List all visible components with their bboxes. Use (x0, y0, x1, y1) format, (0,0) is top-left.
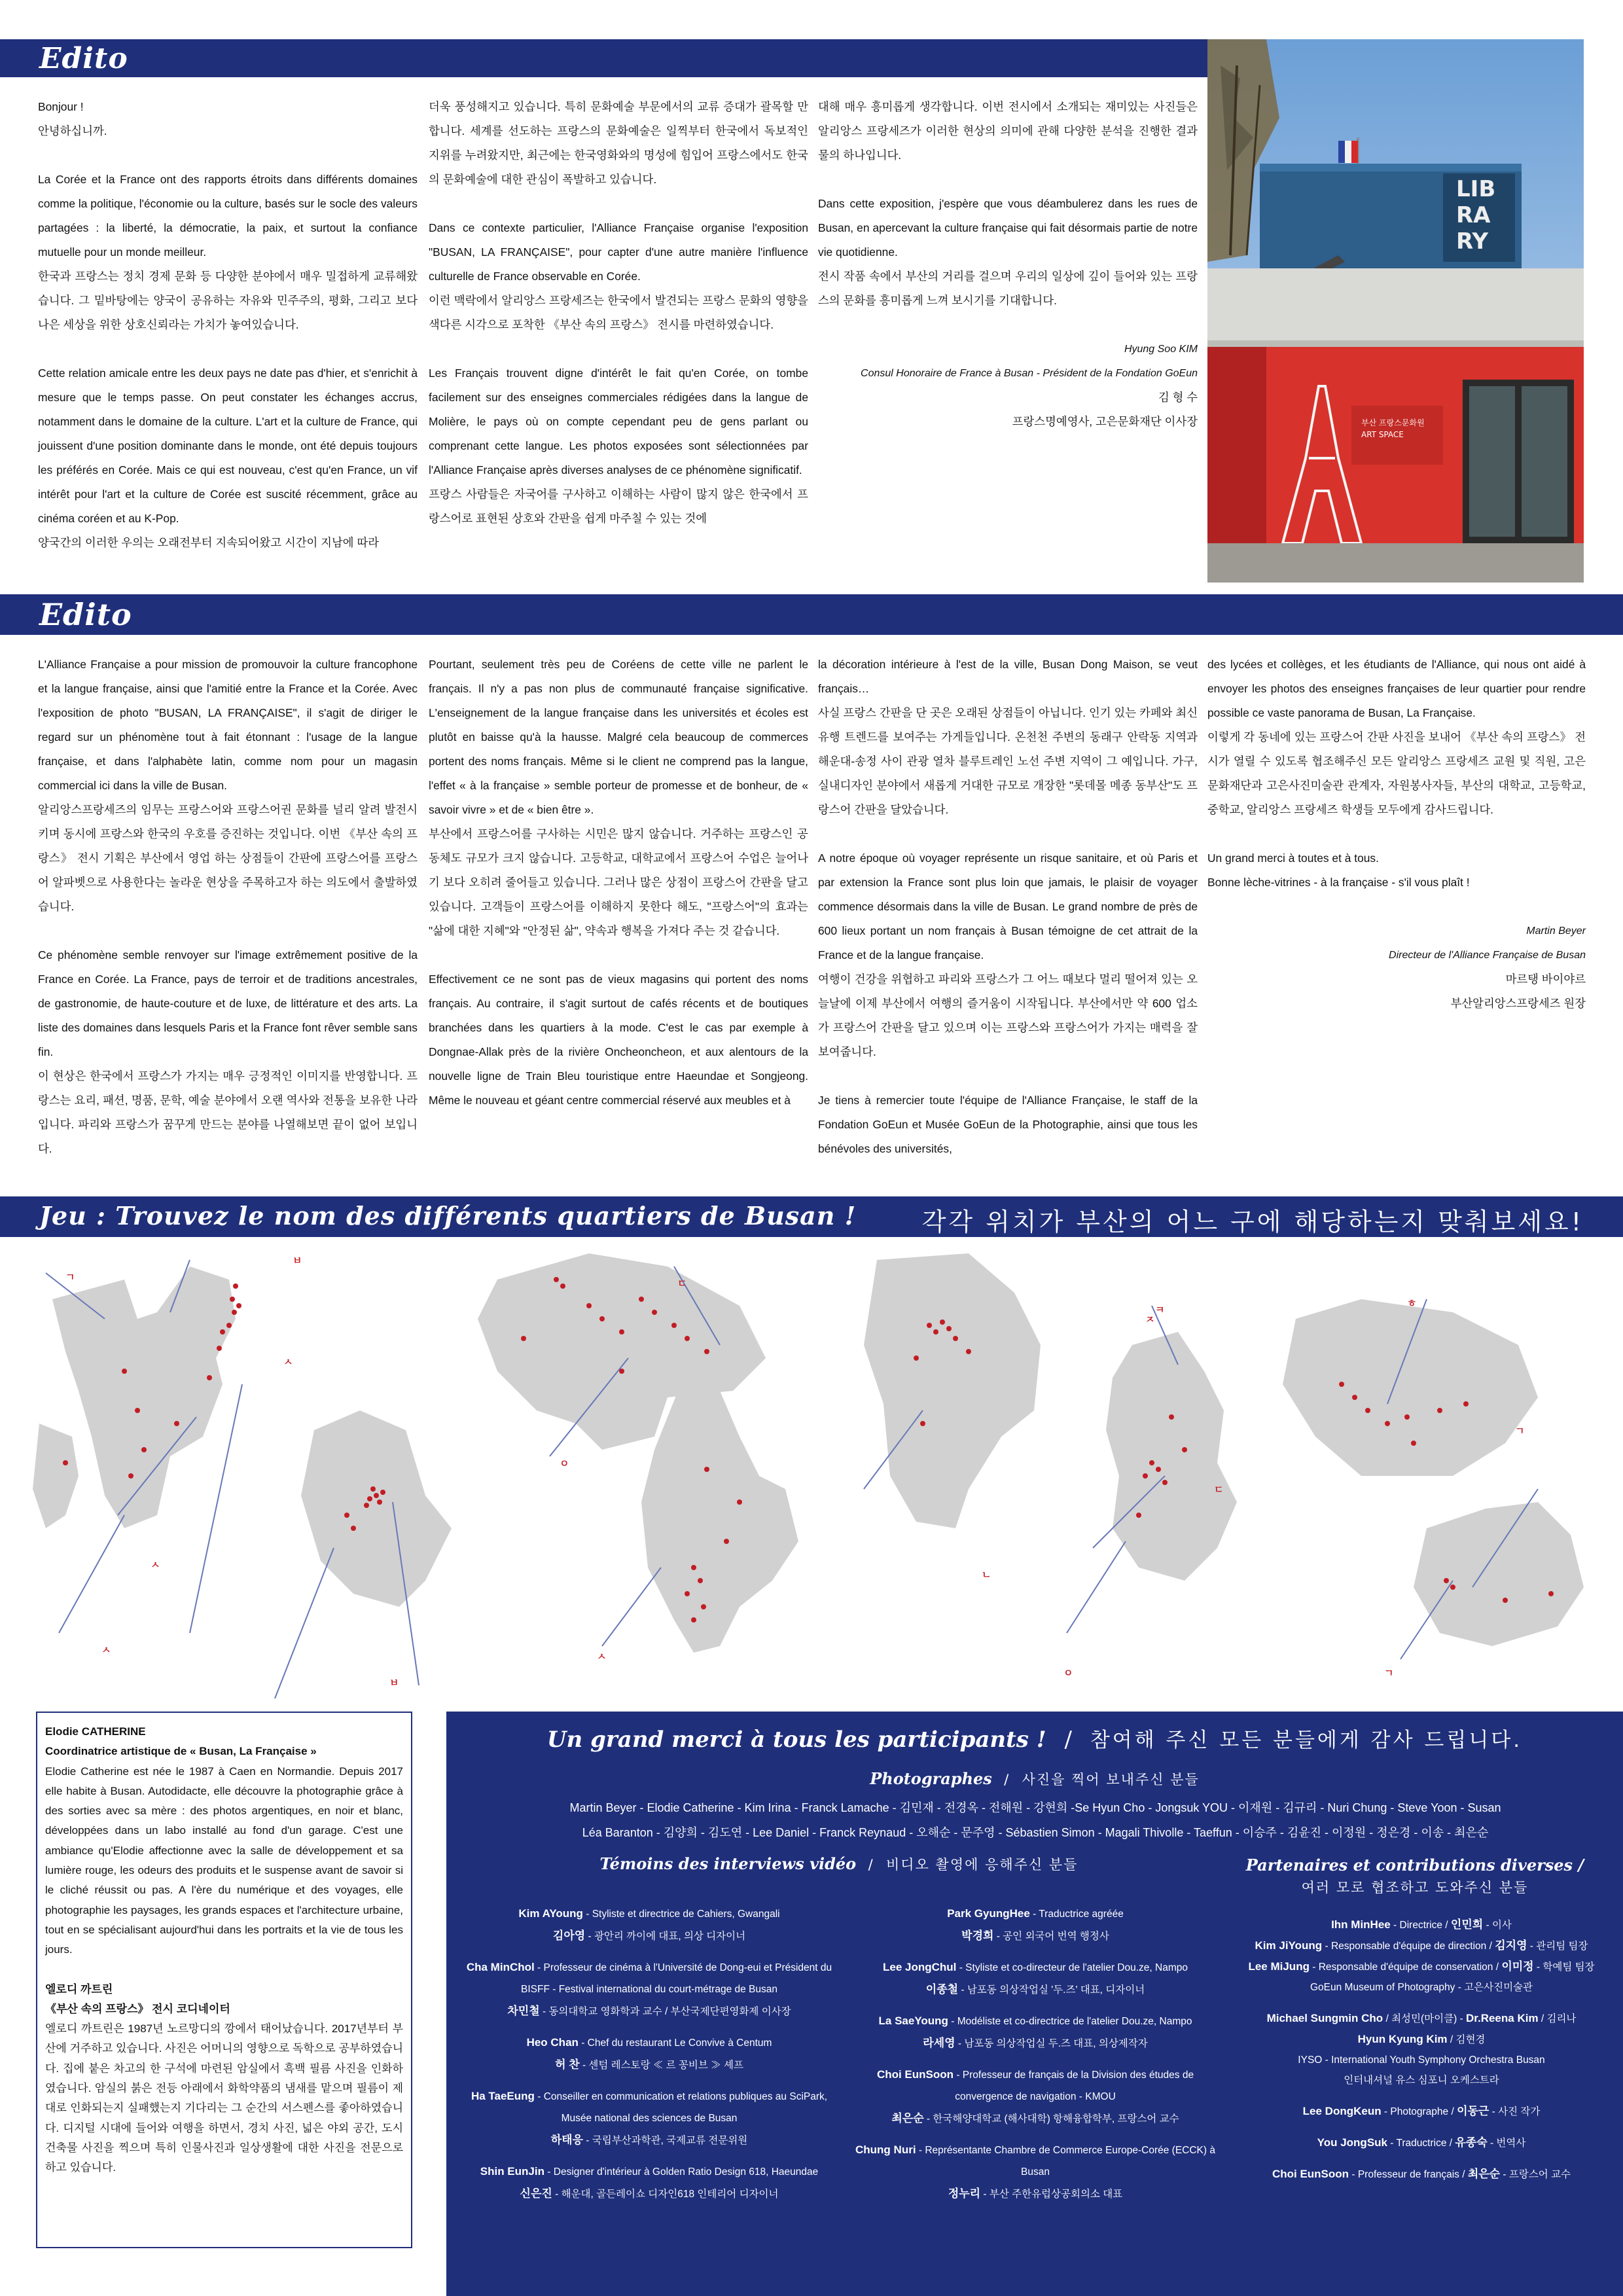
witness-desc: - Représentante Chambre de Commerce Europe-Corée (ECCK) à Busan (916, 2145, 1215, 2178)
partner-entry (1232, 2164, 1611, 2185)
map-label-1: ㄱ (65, 1272, 75, 1283)
edito1-title: Edito (39, 42, 128, 75)
witness-name-ko: 최은순 (891, 2112, 924, 2125)
witnesses-heading-ko: 비디오 촬영에 응해주신 분들 (886, 1857, 1079, 1873)
thanks-title-sep: / (1064, 1727, 1073, 1753)
partner-desc-ko: / 김리나 (1538, 2013, 1577, 2024)
edito1-col1-p6: 양국간의 이러한 우의는 오래전부터 지속되어왔고 시간이 지남에 따라 (38, 536, 380, 549)
edito1-col3-p2: Dans cette exposition, j'espère que vous déambulerez dans les rues de Busan, en apercevant la culture française qui fait désormais partie de notre vie quotidienne. (818, 197, 1198, 259)
game-banner (0, 1196, 1623, 1237)
witness-name: Lee JongChul (883, 1961, 957, 1973)
edito1-signature-name: Hyung Soo KIM (1124, 344, 1198, 355)
partner-name: You JongSuk (1317, 2136, 1387, 2149)
witness-name-ko: 라세영 (923, 2037, 955, 2049)
library-sign-1: LIB (1456, 176, 1496, 202)
partner-desc-ko: - 관리팀 팀장 (1527, 1941, 1588, 1952)
witnesses-heading (446, 1854, 1232, 1874)
witness-desc: - Chef du restaurant Le Convive à Centum (578, 2037, 772, 2049)
partner-name-ko: 인민희 (1450, 1918, 1484, 1931)
edito2-col4-p3: Un grand merci à toutes et à tous. Bonne lèche-vitrines - à la française - s'il vous plaît ! (1207, 852, 1470, 889)
map-label-16: ㄱ (1515, 1426, 1525, 1437)
photographers-heading-fr: Photographes (870, 1769, 992, 1788)
witness-desc: - Modéliste et co-directrice de l'atelier Dou.ze, Nampo (948, 2016, 1192, 2027)
edito2-col3-p4: 여행이 건강을 위협하고 파리와 프랑스가 그 어느 때보다 멀리 떨어져 있는 오늘날에 이제 부산에서 여행의 즐거움이 시작됩니다. 부산에서만 약 600 업소가 프랑스어 간판을 달고 있으며 이는 프랑스와 프랑스어가 가지는 매력을 잘 보여줍니다. (818, 973, 1198, 1058)
partner-entry (1232, 2132, 1611, 2153)
partner-entry (1232, 2029, 1611, 2050)
witnesses-right-column (852, 1903, 1219, 2214)
partner-desc: / 김현경 (1447, 2034, 1486, 2045)
partner-entry (1232, 1956, 1611, 1977)
witness-entry (466, 1956, 832, 2022)
map-label-15: ㅎ (1407, 1298, 1417, 1309)
edito2-signature-name-ko: 마르탱 바이야르 (1505, 973, 1586, 986)
edito2-col1-p2: 알리앙스프랑세즈의 임무는 프랑스어와 프랑스어권 문화를 널리 알려 발전시키며 동시에 프랑스와 한국의 우호를 증진하는 것입니다. 이번 《부산 속의 프랑스》 전시 기획은 부산에서 영업 하는 상점들이 간판에 프랑스어를 프랑스어 알파벳으로 사용한다는 놀라운 현상을 주목하고자 하는 의도에서 출발하였습니다. (38, 803, 418, 913)
witness-desc-ko: - 센텀 레스토랑 ≪ 르 꽁비브 ≫ 셰프 (579, 2060, 743, 2071)
witness-desc: - Professeur de français de la Division des études de convergence de navigation - KMOU (954, 2070, 1194, 2102)
photographers-heading-ko: 사진을 찍어 보내주신 분들 (1022, 1772, 1200, 1787)
edito1-signature-name-ko: 김 형 수 (1158, 391, 1198, 404)
partner-desc: - Traductrice / (1387, 2138, 1455, 2149)
edito1-banner (0, 39, 1207, 77)
edito2-col3-p2: 사실 프랑스 간판을 단 곳은 오래된 상점들이 아닙니다. 인기 있는 카페와 최신 유행 트렌드를 보여주는 가게들입니다. 온천천 주변의 동래구 안락동 지역과 해운대-송정 사이 관광 열차 블루트레인 노선 주변 지역이 그 예입니다. 가구, 실내디자인 분야에서 새롭게 거대한 규모로 개장한 "롯데몰 메종 동부산"도 프랑스어 간판을 달았습니다. (818, 706, 1198, 816)
witness-name: Shin EunJin (480, 2165, 544, 2178)
map-label-11: ㅋ (1155, 1304, 1165, 1316)
witness-name: Chung Nuri (855, 2144, 916, 2156)
edito2-signature-name: Martin Beyer (1526, 925, 1586, 937)
witness-desc-ko: - 동의대학교 영화학과 교수 / 부산국제단편영화제 이사장 (539, 2006, 791, 2017)
library-plaque-ko: 부산 프랑스문화원 (1361, 418, 1425, 427)
partner-desc-ko: - 번역사 (1487, 2138, 1526, 2149)
map-label-2: ㅂ (293, 1255, 302, 1266)
partner-desc-ko: - 사진 작가 (1489, 2106, 1541, 2117)
partner-desc: 인터내셔널 유스 심포니 오케스트라 (1344, 2075, 1499, 2086)
edito1-col2-p4: Les Français trouvent digne d'intérêt le fait qu'en Corée, on tombe facilement sur des enseignes commerciales rédigées dans la langue de Molière, le pays où on compte cependant peu de gens parlant ou comprenant cette langue. Les photos exposées sont sélectionnées par l'Alliance Française après diverses analyses de ce phénomène significatif. (429, 367, 808, 476)
witness-desc-ko: - 국립부산과학관, 국제교류 전문위원 (582, 2135, 748, 2146)
partner-entry (1232, 2050, 1611, 2070)
thanks-title-ko: 참여해 주신 모든 분들에게 감사 드립니다. (1090, 1729, 1523, 1752)
partners-heading (1219, 1854, 1611, 1899)
map-label-4: ㅅ (101, 1645, 111, 1656)
partner-desc-ko: - 학예팀 팀장 (1533, 1962, 1595, 1973)
game-title-fr: Jeu : Trouvez le nom des différents quartiers de Busan ! (39, 1201, 857, 1230)
edito2-col3-p1: la décoration intérieure à l'est de la ville, Busan Dong Maison, se veut français… (818, 658, 1198, 695)
bio-name: Elodie CATHERINE (45, 1725, 146, 1738)
witnesses-left-column (466, 1903, 832, 2214)
witness-entry (466, 2032, 832, 2076)
thanks-title (446, 1723, 1623, 1753)
partners-heading-fr: Partenaires et contributions diverses / (1245, 1856, 1584, 1874)
district-map-4 (589, 1371, 838, 1666)
map-label-10: ㅈ (1145, 1314, 1155, 1325)
edito2-col1-p1: L'Alliance Française a pour mission de promouvoir la culture francophone et la langue française, ainsi que l'amitié entre la France et la Corée. Avec l'exposition de photo "BUSAN, LA FRANÇAISE", il s'agit de diriger le regard sur un phénomène tout à fait étonnant : l'usage de la langue française, et dans l'alphabète latin, comme nom pour un magasin commercial ici dans la ville de Busan. (38, 658, 418, 792)
partner-name-ko: 유종숙 (1455, 2136, 1488, 2149)
witness-desc-ko: - 남포동 의상작업실 '두.즈' 대표, 디자이너 (958, 1984, 1145, 1996)
edito1-column-1 (38, 95, 418, 555)
partner-name: Kim JiYoung (1255, 1939, 1323, 1952)
witness-desc: - Conseiller en communication et relations publiques au SciPark, Musée national des sciences de Busan (534, 2091, 828, 2124)
map-label-17: ㄱ (1384, 1668, 1394, 1679)
witness-name-ko: 차민철 (507, 2005, 540, 2017)
edito2-col4-p2: 이렇게 각 동네에 있는 프랑스어 간판 사진을 보내어 《부산 속의 프랑스》 전시가 열릴 수 있도록 협조해주신 모든 알리앙스 프랑세즈 교원 및 직원, 고은문화재단과 고은사진미술관 관계자, 자원봉사자들, 부산의 대학교, 고등학교, 중학교, 알리앙스 프랑세즈 학생들 모두에게 감사드립니다. (1207, 730, 1586, 816)
witness-entry (852, 2010, 1219, 2054)
edito1-col2-p1: 더욱 풍성해지고 있습니다. 특히 문화예술 부문에서의 교류 증대가 괄목할 만합니다. 세계를 선도하는 프랑스의 문화예술은 일찍부터 한국에서 독보적인 지위를 누려왔지만, 최근에는 한국영화와의 명성에 힘입어 프랑스에서도 한국의 문화예술에 대한 관심이 폭발하고 있습니다. (429, 100, 808, 186)
partner-name-ko: 최은순 (1467, 2168, 1501, 2180)
partner-desc-ko: - 이사 (1483, 1920, 1512, 1931)
witness-entry (466, 2161, 832, 2205)
partner-name-ko: 김지영 (1495, 1939, 1527, 1952)
bio-role: Coordinatrice artistique de « Busan, La Française » (45, 1745, 317, 1758)
partner-entry (1232, 2008, 1611, 2029)
partner-name: Hyun Kyung Kim (1357, 2033, 1448, 2045)
witness-name-ko: 신은진 (520, 2187, 552, 2200)
edito2-column-3 (818, 653, 1198, 1161)
partner-desc: - Photographe / (1381, 2106, 1457, 2117)
district-map-8 (1374, 1476, 1610, 1672)
map-label-12: ㄷ (1214, 1484, 1224, 1496)
witness-name: Heo Chan (526, 2036, 579, 2049)
partner-entry (1232, 2070, 1611, 2090)
edito1-col1-p3: La Corée et la France ont des rapports étroits dans différents domaines comme la politique, l'économie ou la culture, basés sur le socle des valeurs partagées : la liberté, la démocratie, la paix, et surtout la confiance mutuelle pour un monde meilleur. (38, 173, 418, 259)
witness-name: La SaeYoung (878, 2015, 948, 2027)
edito1-col2-p3: 이런 맥락에서 알리앙스 프랑세즈는 한국에서 발견되는 프랑스 문화의 영향을 색다른 시각으로 포착한 《부산 속의 프랑스》 전시를 마련하였습니다. (429, 294, 808, 331)
edito1-signature-role-ko: 프랑스명예영사, 고은문화재단 이사장 (1012, 415, 1198, 428)
edito2-col1-p3: Ce phénomène semble renvoyer sur l'image extrêmement positive de la France en Corée. La France, pays de terroir et de traditions ancestrales, de gastronomie, de haute-couture et de luxe, de littérature et des arts. La liste des domaines dans lesquels Paris et la France font rêver semble sans fin. (38, 948, 418, 1058)
edito2-title: Edito (39, 597, 132, 632)
bio-text-ko: 엘로디 까트린은 1987년 노르망디의 깡에서 태어났습니다. 2017년부터 부산에 거주하고 있습니다. 사진은 어머니의 영향으로 독학으로 공부하였습니다. 집에 붙은 차고의 한 구석에 마련된 암실에서 흑백 필름 사진을 인화하였습니다. 암실의 붉은 전등 아래에서 화학약품의 냄새를 맡으며 필름이 제대로 인화되는지 실패했는지 기다리는 그 순간의 서스펜스를 좋아하였습니다. 디지털 시대에 들어와 여행을 하면서, 경치 사진, 넓은 야외 공간, 도시 건축물 사진을 찍으며 특히 인물사진과 일상생활에 대한 사진을 전문으로 하고 있습니다. (45, 2022, 403, 2174)
map-label-9: ㅅ (597, 1651, 607, 1662)
photographers-heading-sep: / (1004, 1772, 1010, 1787)
witness-name-ko: 김아영 (552, 1929, 586, 1942)
partner-desc: - Directrice / (1390, 1920, 1451, 1931)
edito2-col4-p1: des lycées et collèges, et les étudiants de l'Alliance, qui nous ont aidé à envoyer les photos des enseignes françaises de leur quartier pour rendre possible ce vaste panorama de Busan, La Française. (1207, 658, 1586, 719)
partners-heading-ko: 여러 모로 협조하고 도와주신 분들 (1301, 1880, 1529, 1895)
edito2-col3-p3: A notre époque où voyager représente un risque sanitaire, et où Paris et par extension la France sont plus loin que jamais, le plaisir de voyager commence désormais dans la ville de Busan. Le grand nombre de près de 600 lieux portant un nom français à Busan témoigne de cet attrait de la France et de la langue française. (818, 852, 1198, 961)
district-maps (26, 1240, 1597, 1689)
map-label-5: ㅅ (151, 1560, 160, 1571)
witness-entry (466, 2085, 832, 2151)
edito2-col1-p4: 이 현상은 한국에서 프랑스가 가지는 매우 긍정적인 이미지를 반영합니다. 프랑스는 요리, 패션, 명품, 문학, 예술 분야에서 오랜 역사와 전통을 보유한 나라입니다. 파리와 프랑스가 꿈꾸게 만드는 분야를 나열해보면 끝이 없어 보입니다. (38, 1069, 418, 1155)
witness-entry (852, 2064, 1219, 2130)
library-sign-3: RY (1456, 228, 1488, 255)
thanks-title-fr: Un grand merci à tous les participants ! (546, 1727, 1046, 1753)
edito1-col3-p1: 대해 매우 흥미롭게 생각합니다. 이번 전시에서 소개되는 재미있는 사진들은 알리앙스 프랑세즈가 이러한 현상의 의미에 관해 다양한 분석을 진행한 결과물의 하나입니다. (818, 100, 1198, 162)
game-title-ko: 각각 위치가 부산의 어느 구에 해당하는지 맞춰보세요! (921, 1208, 1584, 1236)
witness-desc: - Styliste et co-directeur de l'atelier Dou.ze, Nampo (956, 1962, 1188, 1973)
partner-entry (1232, 1977, 1611, 1998)
witness-desc-ko: - 해운대, 골든레이쇼 디자인618 인테리어 디자이너 (552, 2189, 779, 2200)
partner-desc: - Professeur de français / (1349, 2169, 1468, 2180)
photographers-line-1: Martin Beyer - Elodie Catherine - Kim Irina - Franck Lamache - 김민재 - 전경옥 - 전해원 - 강현희 -Se Hyun Cho - Jongsuk YOU - 이재원 - 김규리 - Nuri Chung - Steve Yoon - Susan (569, 1801, 1501, 1814)
witness-desc-ko: - 광안리 까이에 대표, 의상 디자이너 (585, 1931, 746, 1942)
library-photo-illustration (1207, 39, 1584, 583)
edito2-col2-p1: Pourtant, seulement très peu de Coréens de cette ville ne parlent le français. Il n'y a pas non plus de communauté française significative. L'enseignement de la langue française dans les universités et écoles est plutôt en baisse qu'à la hausse. Malgré cela beaucoup de commerces portent des noms français. Même si le client ne comprend pas la langue, l'effet « à la française » semble porteur de promesse et de bonheur, de « savoir vivre » et de « bien être ». (429, 658, 808, 816)
witness-name-ko: 박경희 (961, 1929, 994, 1942)
edito2-banner (0, 594, 1623, 635)
map-label-3: ㅅ (283, 1357, 293, 1368)
edito2-column-2 (429, 653, 808, 1113)
witness-name-ko: 이종철 (925, 1983, 959, 1996)
edito1-col1-p4: 한국과 프랑스는 정치 경제 문화 등 다양한 분야에서 매우 밀접하게 교류해왔습니다. 그 밑바탕에는 양국이 공유하는 자유와 민주주의, 평화, 그리고 보다 나은 세상을 위한 상호신뢰라는 가치가 놓여있습니다. (38, 270, 418, 331)
map-label-13: ㄴ (982, 1570, 991, 1581)
photographers-heading (446, 1769, 1623, 1789)
partner-name-ko: Dr.Reena Kim (1466, 2012, 1539, 2024)
edito1-column-3 (818, 95, 1198, 434)
partner-name: Ihn MinHee (1331, 1918, 1391, 1931)
library-photo (1207, 39, 1584, 583)
map-label-7: ㄷ (677, 1278, 687, 1289)
bio-box (36, 1712, 412, 2248)
map-label-8: ㅇ (560, 1458, 569, 1469)
partner-desc: IYSO - International Youth Symphony Orchestra Busan (1298, 2054, 1545, 2066)
map-label-14: ㅇ (1063, 1668, 1073, 1679)
partner-entry (1232, 1935, 1611, 1956)
photographers-line-2: Léa Baranton - 김양희 - 김도연 - Lee Daniel - Franck Reynaud - 오해순 - 문주영 - Sébastien Simon - Magali Thivolle - Taeffun - 이승주 - 김윤진 - 이정원 - 정은경 - 이송 - 최은순 (582, 1826, 1489, 1839)
witness-desc-ko: - 공인 외국어 번역 행정사 (993, 1931, 1109, 1942)
partner-desc: - Responsable d'équipe de direction / (1322, 1941, 1495, 1952)
edito2-column-4 (1207, 653, 1586, 1016)
partner-desc-ko: - 프랑스어 교수 (1500, 2169, 1571, 2180)
partner-desc: - Responsable d'équipe de conservation / (1309, 1962, 1502, 1973)
witness-name: Choi EunSoon (876, 2068, 954, 2081)
witness-desc: - Styliste et directrice de Cahiers, Gwangali (582, 1909, 780, 1920)
witness-desc-ko: - 남포동 의상작업실 두.즈 대표, 의상제작자 (955, 2038, 1148, 2049)
witness-name: Kim AYoung (518, 1907, 583, 1920)
witness-desc-ko: - 부산 주한유럽상공회의소 대표 (980, 2189, 1123, 2200)
edito1-signature-role: Consul Honoraire de France à Busan - Président de la Fondation GoEun (861, 368, 1198, 379)
witness-name: Cha MinChol (466, 1961, 535, 1973)
witness-entry (852, 1903, 1219, 1947)
edito1-col1-p2: 안녕하십니까. (38, 124, 107, 137)
partner-name: Michael Sungmin Cho (1266, 2012, 1383, 2024)
bio-text-fr: Elodie Catherine est née le 1987 à Caen en Normandie. Depuis 2017 elle habite à Busan. Autodidacte, elle découvre la photographie grâce à des sorties avec sa mère : des photos argentiques, en noir et blanc, développées dans un labo installé au fond d'un garage. C'est une ambiance qu'Elodie affectionne avec la salle de développement et sa lumière rouge, les odeurs des produits et le suspense avant de savoir si le cliché réussit ou pas. A l'ère du numérique et des voyages, elle photographie les paysages, les grands espaces et l'architecture urbaine, tout en se spécialisant aujourd'hui dans les portraits et la vie de tous les jours. (45, 1765, 403, 1956)
partner-desc: / 최성민(마이클) - (1383, 2013, 1467, 2024)
partner-desc: GoEun Museum of Photography - 고은사진미술관 (1310, 1982, 1533, 1993)
partner-name-ko: 이미정 (1501, 1960, 1534, 1973)
library-sign-2: RA (1456, 202, 1491, 228)
library-plaque-en: ART SPACE (1361, 430, 1404, 439)
edito2-col3-p5: Je tiens à remercier toute l'équipe de l'Alliance Française, le staff de la Fondation GoEun et Musée GoEun de la Photographie, ainsi que tous les bénévoles des universités, (818, 1094, 1198, 1155)
witnesses-heading-fr: Témoins des interviews vidéo (599, 1854, 857, 1873)
partner-entry (1232, 2101, 1611, 2122)
witness-entry (466, 1903, 832, 1947)
witness-desc-ko: - 한국해양대학교 (해사대학) 항해융합학부, 프랑스어 교수 (923, 2113, 1179, 2125)
photographers-list (486, 1795, 1585, 1845)
witness-desc: - Traductrice agréée (1029, 1909, 1124, 1920)
edito2-col2-p3: Effectivement ce ne sont pas de vieux magasins qui portent des noms français. Au contraire, il s'agit surtout de cafés récents et de boutiques branchées dans les quartiers à la mode. C'est le cas par exemple à Dongnae-Allak près de la rivière Oncheoncheon, et aux alentours de la nouvelle ligne de Train Bleu touristique entre Haeundae et Songjeong. Même le nouveau et géant centre commercial réservé aux meubles et à (429, 973, 808, 1107)
edito2-col2-p2: 부산에서 프랑스어를 구사하는 시민은 많지 않습니다. 거주하는 프랑스인 공동체도 규모가 크지 않습니다. 고등학교, 대학교에서 프랑스어 수업은 늘어나기 보다 오히려 줄어들고 있습니다. 그러나 많은 상점이 프랑스어 간판을 달고 있습니다. 고객들이 프랑스어를 이해하지 못한다 해도, "프랑스어"의 효과는 "삶에 대한 지혜"와 "안정된 삶", 약속과 행복을 가져다 주는 것 같습니다. (429, 827, 808, 937)
witnesses-heading-sep: / (868, 1857, 874, 1873)
partner-entry (1232, 1914, 1611, 1935)
witness-desc: - Professeur de cinéma à l'Université de Dong-eui et Président du BISFF - Festival international du court-métrage de Busan (521, 1962, 832, 1995)
edito1-col1-p1: Bonjour ! (38, 100, 84, 113)
edito1-column-2 (429, 95, 808, 531)
partner-name: Lee MiJung (1248, 1960, 1310, 1973)
edito2-signature-role-ko: 부산알리앙스프랑세즈 원장 (1450, 997, 1586, 1010)
witness-desc: - Designer d'intérieur à Golden Ratio Design 618, Haeundae (544, 2166, 819, 2178)
witness-entry (852, 2139, 1219, 2205)
edito1-col1-p5: Cette relation amicale entre les deux pays ne date pas d'hier, et s'enrichit à mesure que le temps passe. On peut constater les échanges accrus, notamment dans le domaine de la culture. L'art et la culture de France, qui jouissent d'une position dominante dans le monde, ont été depuis toujours les préférés en Corée. Mais ce qui est nouveau, c'est qu'en France, un vif intérêt pour l'art et la culture de Corée est suscité récemment, grâce au cinéma coréen et au K-Pop. (38, 367, 418, 525)
thanks-panel (446, 1712, 1623, 2296)
partner-name: Choi EunSoon (1272, 2168, 1349, 2180)
partners-column (1232, 1914, 1611, 2185)
edito1-col3-p3: 전시 작품 속에서 부산의 거리를 걸으며 우리의 일상에 깊이 들어와 있는 프랑스의 문화를 흥미롭게 느껴 보시기를 기대합니다. (818, 270, 1198, 307)
witness-name: Ha TaeEung (471, 2090, 535, 2102)
partner-name: Lee DongKeun (1302, 2105, 1382, 2117)
witness-name: Park GyungHee (947, 1907, 1030, 1920)
witness-name-ko: 하태응 (550, 2134, 583, 2146)
witness-entry (852, 1956, 1219, 2001)
map-label-6: ㅂ (389, 1677, 399, 1689)
edito1-col2-p2: Dans ce contexte particulier, l'Alliance Française organise l'exposition "BUSAN, LA FRANÇAISE", pour capter d'une autre manière l'influence culturelle de France observable en Corée. (429, 221, 808, 283)
edito2-signature-role: Directeur de l'Alliance Française de Busan (1389, 950, 1586, 961)
witness-name-ko: 정누리 (948, 2187, 981, 2200)
edito2-column-1 (38, 653, 418, 1161)
bio-role-ko: 《부산 속의 프랑스》 전시 코디네이터 (45, 2002, 230, 2015)
edito1-col2-p5: 프랑스 사람들은 자국어를 구사하고 이해하는 사람이 많지 않은 한국에서 프랑스어로 표현된 상호와 간판을 쉽게 마주칠 수 있는 것에 (429, 488, 808, 525)
bio-name-ko: 엘로디 까트린 (45, 1982, 113, 1996)
partner-name-ko: 이동근 (1457, 2105, 1489, 2117)
witness-name-ko: 허 찬 (555, 2058, 580, 2071)
